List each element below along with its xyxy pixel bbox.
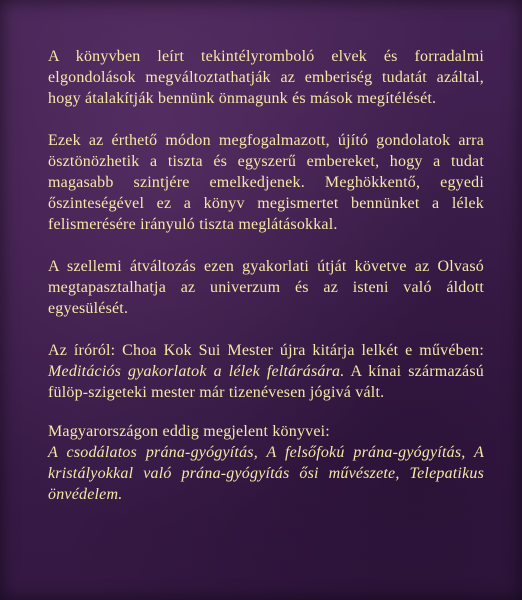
author-note	[48, 340, 484, 403]
author-note-rest: A kínai származású fülöp-szigeteki mester már tizenévesen jógivá vált.	[48, 363, 484, 401]
author-note-intro: Az íróról: Choa Kok Sui Mester újra kitárja lelkét e művében:	[48, 342, 484, 359]
author-note-book-title: Meditációs gyakorlatok a lélek feltárására.	[48, 363, 345, 380]
description-paragraph-1: A könyvben leírt tekintélyromboló elvek és forradalmi elgondolások megváltoztathatják az emberiség tudatát azáltal, hogy átalakítják bennünk önmagunk és mások megítélését.	[48, 48, 484, 107]
published-books	[48, 421, 484, 505]
published-books-intro: Magyarországon eddig megjelent könyvei:	[48, 423, 330, 440]
description-paragraph-2: Ezek az érthető módon megfogalmazott, újító gondolatok arra ösztönözhetik a tiszta és egyszerű embereket, hogy a tudat magasabb szintjére emelkedjenek. Meghökkentő, egyedi őszinteségével ez a könyv megismertet bennünket a lélek felismerésére irányuló tiszta meglátásokkal.	[48, 132, 484, 233]
description-paragraph-3: A szellemi átváltozás ezen gyakorlati útját követve az Olvasó megtapasztalhatja az univerzum és az isteni való áldott egyesülését.	[48, 258, 484, 317]
published-books-titles: A csodálatos prána-gyógyítás, A felsőfokú prána-gyógyítás, A kristályokkal való prána-gyógyítás ősi művészete, Telepatikus önvédelem.	[48, 444, 484, 503]
